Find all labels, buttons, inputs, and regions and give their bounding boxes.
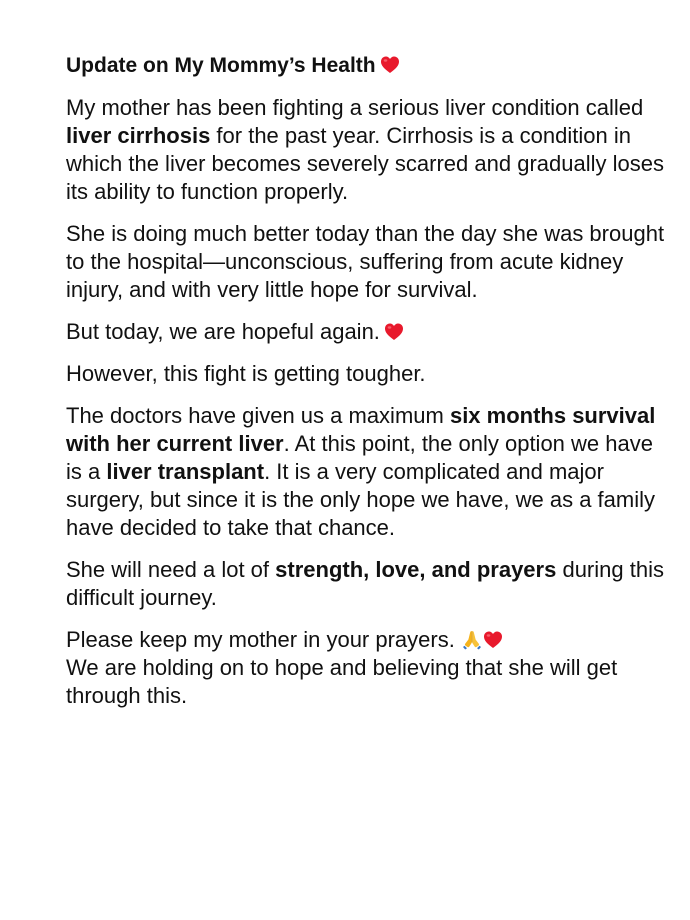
- transplant-text-1: The doctors have given us a maximum: [66, 403, 450, 428]
- paragraph-transplant: [66, 402, 666, 542]
- paragraph-hopeful: [66, 318, 666, 346]
- page-title: [66, 52, 666, 80]
- title-text: Update on My Mommy’s Health: [66, 54, 376, 77]
- transplant-text-2: . At this point, the only option we have is a: [66, 431, 653, 484]
- red-heart-icon: [384, 322, 404, 342]
- prayers-text-2: during this difficult journey.: [66, 557, 664, 610]
- paragraph-prayers-needed: [66, 556, 666, 612]
- diagnosis-bold-term: liver cirrhosis: [66, 123, 211, 148]
- paragraph-diagnosis: [66, 94, 666, 206]
- diagnosis-text-2: for the past year. Cirrhosis is a condition in which the liver becomes severely scarred and gradually loses its ability to function properly.: [66, 123, 664, 204]
- paragraph-tougher: However, this fight is getting tougher.: [66, 361, 426, 386]
- hopeful-text: But today, we are hopeful again.: [66, 319, 380, 344]
- prayers-bold: strength, love, and prayers: [275, 557, 557, 582]
- keep-in-prayers-text: Please keep my mother in your prayers.: [66, 627, 455, 652]
- paragraph-keep-in-prayers: [66, 626, 666, 654]
- diagnosis-text-1: My mother has been fighting a serious liver condition called: [66, 95, 644, 120]
- paragraph-holding-on: We are holding on to hope and believing that she will get through this.: [66, 655, 618, 708]
- folded-hands-icon: [461, 628, 483, 650]
- transplant-text-3: . It is a very complicated and major surgery, but since it is the only hope we have, we as a family have decided to take that chance.: [66, 459, 655, 540]
- transplant-bold-1: six months survival with her current liver: [66, 403, 656, 456]
- paragraph-hospital: She is doing much better today than the day she was brought to the hospital—unconscious, suffering from acute kidney injury, and with very little hope for survival.: [66, 221, 665, 302]
- transplant-bold-2: liver transplant: [106, 459, 265, 484]
- red-heart-icon: [483, 630, 503, 650]
- prayers-text-1: She will need a lot of: [66, 557, 276, 582]
- red-heart-icon: [380, 55, 400, 75]
- health-update-document: [66, 52, 666, 724]
